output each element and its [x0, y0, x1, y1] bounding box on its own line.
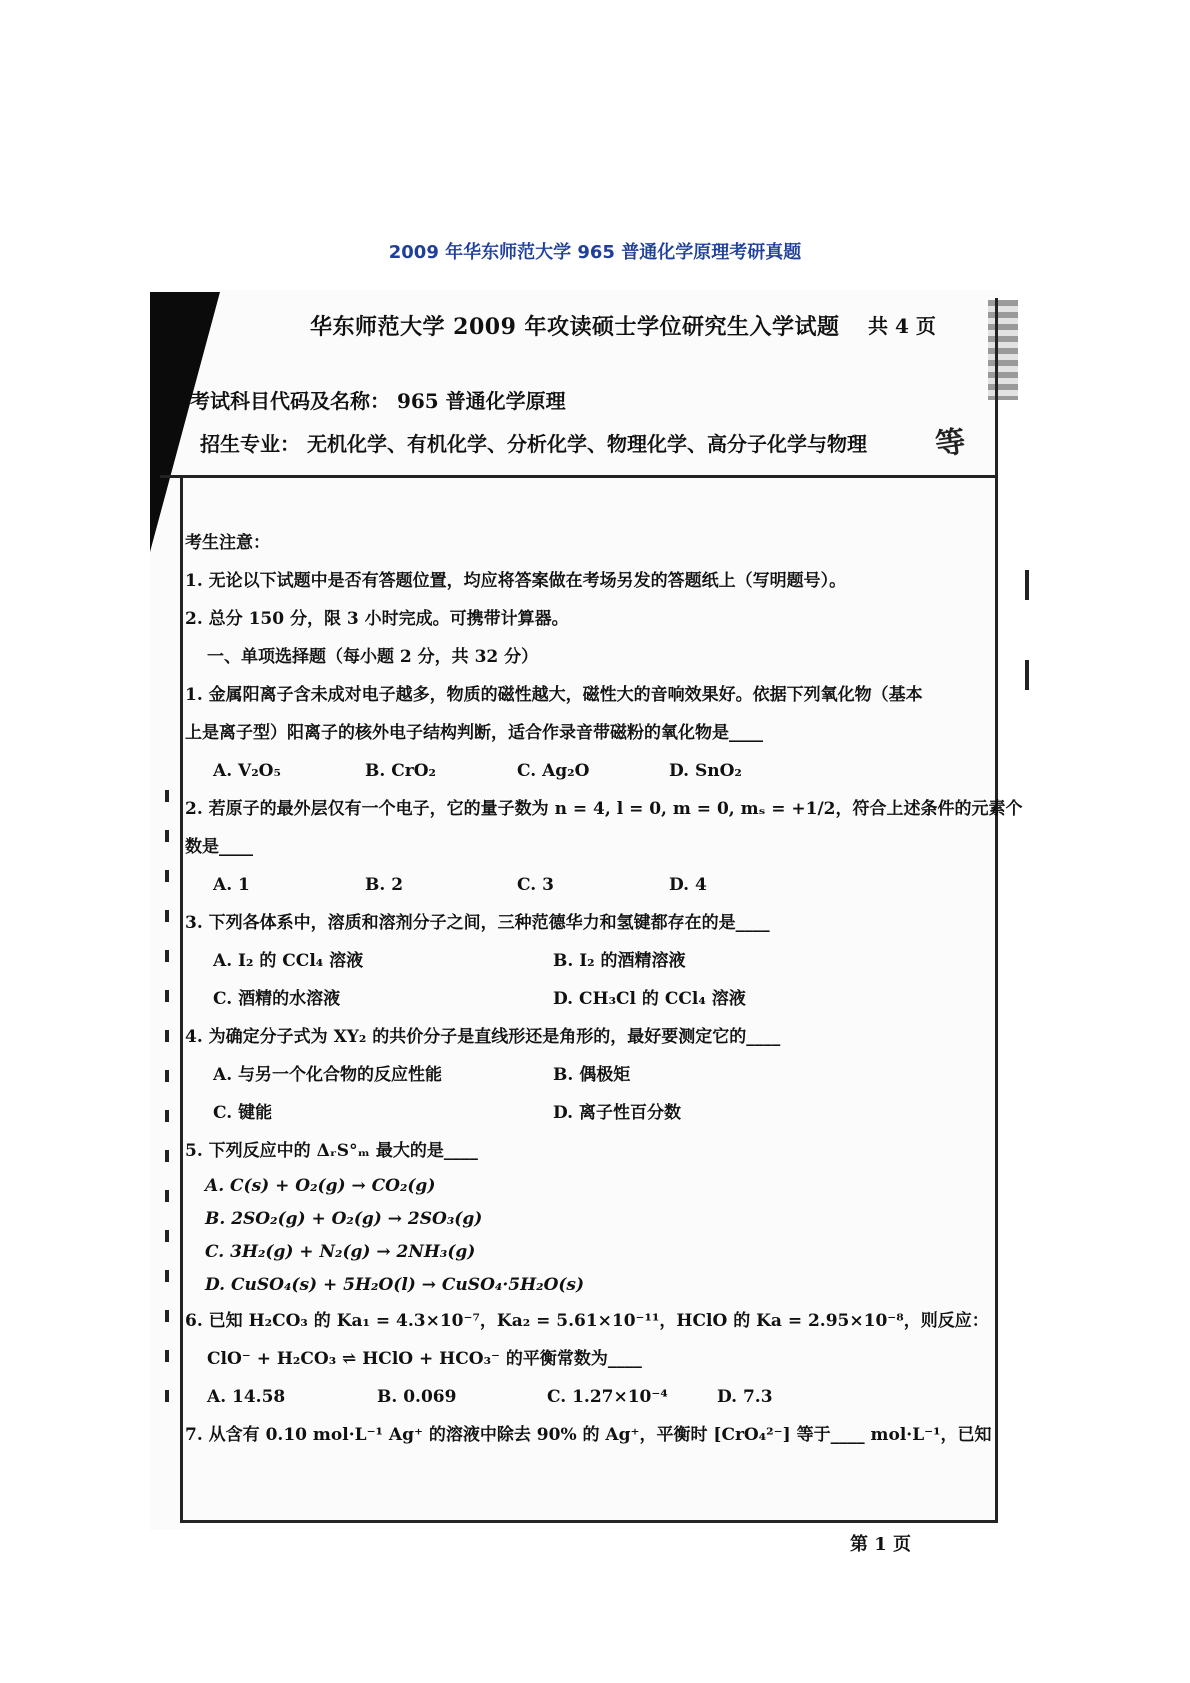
question-text: 6. 已知 H₂CO₃ 的 Ka₁ = 4.3×10⁻⁷，Ka₂ = 5.61×10⁻¹¹，HClO 的 Ka = 2.95×10⁻⁸，则反应： — [185, 1311, 989, 1331]
question-text: 5. 下列反应中的 ΔᵣS°ₘ 最大的是____ — [185, 1141, 478, 1161]
option-b: B. 偶极矩 — [553, 1065, 631, 1085]
note-1: 1. 无论以下试题中是否有答题位置，均应将答案做在考场另发的答题纸上（写明题号）。 — [185, 571, 847, 591]
option-a: A. I₂ 的 CCl₄ 溶液 — [213, 951, 364, 971]
option-d: D. CH₃Cl 的 CCl₄ 溶液 — [553, 989, 746, 1009]
option-a: A. 14.58 — [207, 1387, 286, 1407]
majors-signature: 等 — [933, 424, 968, 463]
total-pages: 共 4 页 — [868, 314, 936, 338]
option-row — [185, 1056, 985, 1094]
option-b: B. 2 — [365, 875, 404, 895]
question-3 — [185, 904, 985, 1018]
notice-title: 考生注意： — [185, 533, 270, 553]
option-c: C. 3H₂(g) + N₂(g) → 2NH₃(g) — [205, 1242, 476, 1262]
scan-right-marks — [1025, 570, 1029, 740]
question-1 — [185, 676, 985, 790]
option-c: C. 键能 — [213, 1103, 273, 1123]
option-c: C. 1.27×10⁻⁴ — [547, 1387, 668, 1407]
question-text: 数是____ — [185, 837, 253, 857]
scan-left-marks — [165, 790, 169, 1410]
question-7 — [185, 1416, 992, 1454]
option-row — [185, 1094, 985, 1132]
option-d: D. 7.3 — [717, 1387, 773, 1407]
web-title: 2009 年华东师范大学 965 普通化学原理考研真题 — [388, 242, 802, 263]
exam-title: 华东师范大学 2009 年攻读硕士学位研究生入学试题 — [310, 314, 840, 340]
page-number: 第 1 页 — [850, 1534, 912, 1555]
question-text: 1. 金属阳离子含未成对电子越多，物质的磁性越大，磁性大的音响效果好。依据下列氧化物（基本 — [185, 685, 923, 705]
option-c: C. 酒精的水溶液 — [213, 989, 341, 1009]
question-2 — [185, 790, 1023, 904]
option-list — [185, 1170, 985, 1302]
question-text: 上是离子型）阳离子的核外电子结构判断，适合作录音带磁粉的氧化物是____ — [185, 723, 763, 743]
option-b: B. I₂ 的酒精溶液 — [553, 951, 686, 971]
option-row — [185, 980, 985, 1018]
option-row — [185, 942, 985, 980]
header-rule — [160, 475, 998, 478]
question-text: 2. 若原子的最外层仅有一个电子，它的量子数为 n = 4, l = 0, m = 0, mₛ = +1/2，符合上述条件的元素个 — [185, 799, 1023, 819]
option-c: C. Ag₂O — [517, 761, 590, 781]
question-5 — [185, 1132, 985, 1302]
question-text: ClO⁻ + H₂CO₃ ⇌ HClO + HCO₃⁻ 的平衡常数为____ — [207, 1349, 642, 1369]
option-c: C. 3 — [517, 875, 554, 895]
option-b: B. 2SO₂(g) + O₂(g) → 2SO₃(g) — [205, 1209, 483, 1229]
question-text: 3. 下列各体系中，溶质和溶剂分子之间，三种范德华力和氢键都存在的是____ — [185, 913, 770, 933]
option-d: D. 4 — [669, 875, 707, 895]
exam-content — [185, 524, 1023, 1454]
option-a: A. 与另一个化合物的反应性能 — [213, 1065, 443, 1085]
question-text: 4. 为确定分子式为 XY₂ 的共价分子是直线形还是角形的，最好要测定它的____ — [185, 1027, 781, 1047]
left-rule — [180, 475, 183, 1523]
question-4 — [185, 1018, 985, 1132]
option-a: A. V₂O₅ — [213, 761, 281, 781]
option-row — [185, 752, 985, 790]
option-d: D. CuSO₄(s) + 5H₂O(l) → CuSO₄·5H₂O(s) — [205, 1275, 585, 1295]
question-6 — [185, 1302, 989, 1416]
section-title: 一、单项选择题（每小题 2 分，共 32 分） — [207, 647, 539, 667]
majors-line: 招生专业： 无机化学、有机化学、分析化学、物理化学、高分子化学与物理 — [200, 432, 867, 456]
subject-line: 考试科目代码及名称： 965 普通化学原理 — [190, 389, 566, 413]
option-d: D. SnO₂ — [669, 761, 742, 781]
option-b: B. CrO₂ — [365, 761, 436, 781]
option-row — [185, 866, 985, 904]
option-b: B. 0.069 — [377, 1387, 457, 1407]
question-text: 7. 从含有 0.10 mol·L⁻¹ Ag⁺ 的溶液中除去 90% 的 Ag⁺，平衡时 [CrO₄²⁻] 等于____ mol·L⁻¹，已知 — [185, 1425, 992, 1445]
bottom-rule — [180, 1520, 998, 1523]
note-2: 2. 总分 150 分，限 3 小时完成。可携带计算器。 — [185, 609, 569, 629]
option-d: D. 离子性百分数 — [553, 1103, 681, 1123]
option-a: A. 1 — [213, 875, 250, 895]
option-a: A. C(s) + O₂(g) → CO₂(g) — [205, 1176, 436, 1196]
option-row — [185, 1378, 985, 1416]
